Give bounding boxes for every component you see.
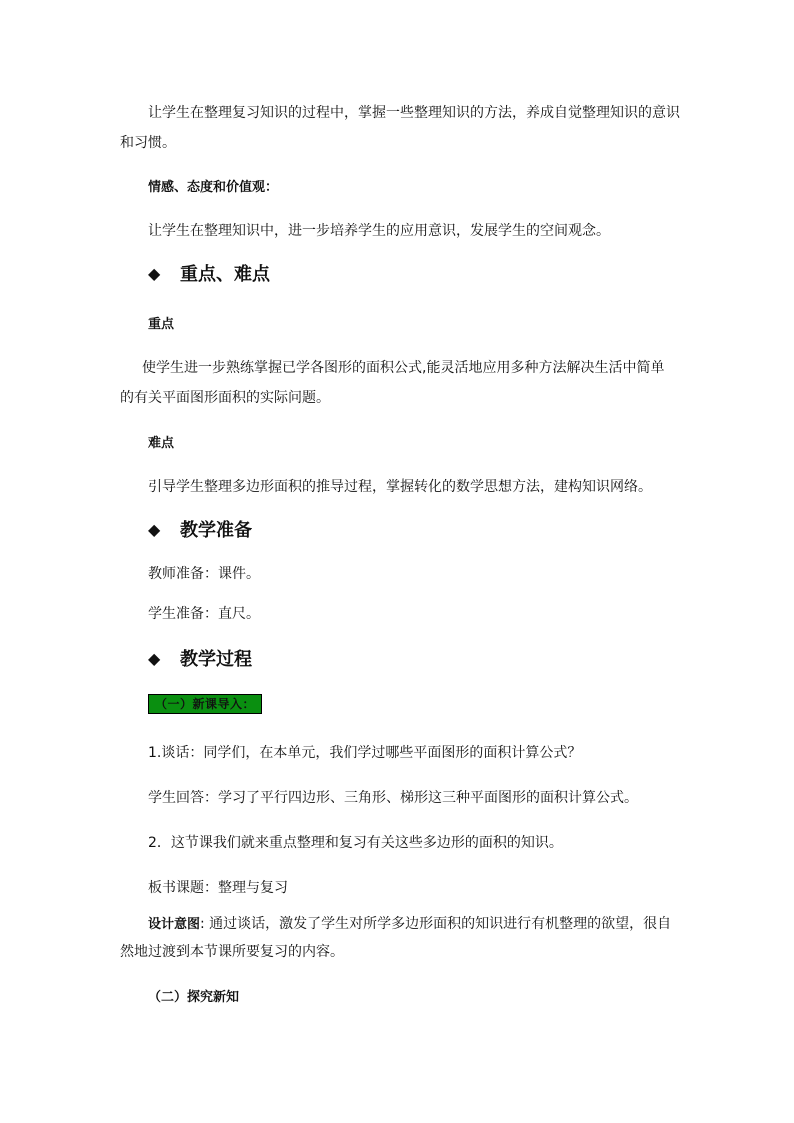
- teacher-prepare: 教师准备：课件。: [148, 566, 260, 582]
- section-heading-text: 教学准备: [180, 520, 252, 541]
- section-heading-key-difficult: [148, 262, 270, 287]
- student-prepare: 学生准备：直尺。: [148, 606, 260, 622]
- design-label: 设计意图: [148, 917, 201, 932]
- section-heading-text: 教学过程: [180, 649, 252, 670]
- diamond-icon: ◆: [148, 649, 161, 668]
- item-2: 2．这节课我们就来重点整理和复习有关这些多边形的面积的知识。: [148, 835, 563, 851]
- board-title: 板书课题：整理与复习: [148, 880, 288, 896]
- section-heading-text: 重点、难点: [180, 264, 270, 285]
- emotion-text: 让学生在整理知识中，进一步培养学生的应用意识，发展学生的空间观念。: [148, 223, 610, 239]
- key-text-line: 的有关平面图形面积的实际问题。: [120, 390, 330, 406]
- diamond-icon: ◆: [148, 520, 161, 539]
- talk-question: 1.谈话：同学们，在本单元，我们学过哪些平面图形的面积计算公式？: [148, 745, 582, 761]
- paragraph-line: 让学生在整理复习知识的过程中，掌握一些整理知识的方法，养成自觉整理知识的意识: [148, 105, 680, 121]
- design-text: : 通过谈话，激发了学生对所学多边形面积的知识进行有机整理的欲望，很自: [200, 916, 672, 932]
- design-intent-line: [148, 914, 708, 935]
- difficult-text: 引导学生整理多边形面积的推导过程，掌握转化的数学思想方法，建构知识网络。: [148, 479, 652, 495]
- paragraph-line: 和习惯。: [120, 135, 176, 151]
- section-heading-process: [148, 647, 252, 672]
- design-intent-line: 然地过渡到本节课所要复习的内容。: [120, 944, 344, 960]
- student-answer: 学生回答：学习了平行四边形、三角形、梯形这三种平面图形的面积计算公式。: [148, 790, 638, 806]
- key-text-line: 使学生进一步熟练掌握已学各图形的面积公式,能灵活地应用多种方法解决生活中简单: [142, 360, 665, 376]
- difficult-title: 难点: [148, 436, 175, 451]
- section-heading-prepare: [148, 518, 252, 543]
- intro-highlight: （一）新课导入：: [148, 694, 262, 714]
- explore-title: （二）探究新知: [148, 990, 240, 1005]
- intro-heading: [148, 694, 708, 714]
- emotion-title: 情感、态度和价值观：: [148, 180, 279, 195]
- key-title: 重点: [148, 317, 175, 332]
- diamond-icon: ◆: [148, 264, 161, 283]
